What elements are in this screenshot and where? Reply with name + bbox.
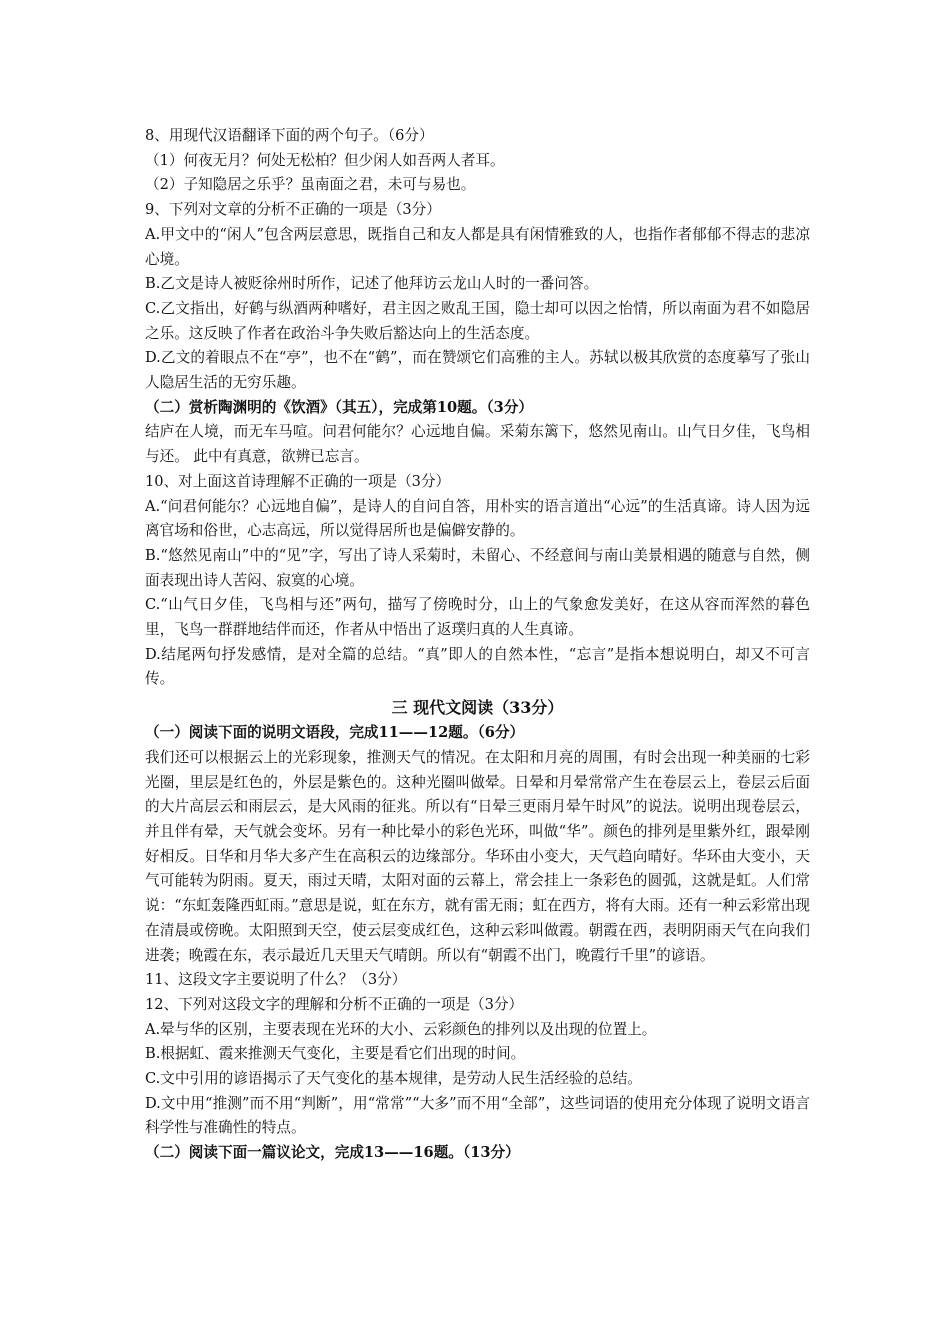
q9-option-d: D.乙文的着眼点不在“亭”，也不在“鹤”，而在赞颂它们高雅的主人。苏轼以极其欣赏的态度摹写了张山人隐居生活的无穷乐趣。 <box>145 349 810 392</box>
part-3-title: 三 现代文阅读（33分） <box>391 698 564 718</box>
q12-option-c: C.文中引用的谚语揭示了天气变化的基本规律，是劳动人民生活经验的总结。 <box>145 1070 642 1088</box>
q8-stem: 8、用现代汉语翻译下面的两个句子。（6分） <box>145 127 434 144</box>
poem-text: 结庐在人境，而无车马喧。问君何能尔？心远地自偏。采菊东篱下，悠然见南山。山气日夕佳，飞鸟相与还。 此中有真意，欲辨已忘言。 <box>145 423 810 466</box>
part-3-section-2-heading: （二）阅读下面一篇议论文，完成13——16题。（13分） <box>145 1144 520 1162</box>
q9-option-b: B.乙文是诗人被贬徐州时所作，记述了他拜访云龙山人时的一番问答。 <box>145 275 599 293</box>
q10-option-c: C.“山气日夕佳，飞鸟相与还”两句，描写了傍晚时分，山上的气象愈发美好，在这从容而浑然的暮色里，飞鸟一群群地结伴而还，作者从中悟出了返璞归真的人生真谛。 <box>145 596 810 639</box>
exam-page <box>145 124 810 1166</box>
expository-passage: 我们还可以根据云上的光彩现象，推测天气的情况。在太阳和月亮的周围，有时会出现一种美丽的七彩光圈，里层是红色的，外层是紫色的。这种光圈叫做晕。日晕和月晕常常产生在卷层云上，卷层云后面的大片高层云和雨层云，是大风雨的征兆。所以有“日晕三更雨月晕午时风”的说法。说明出现卷层云，并且伴有晕，天气就会变坏。另有一种比晕小的彩色光环，叫做“华”。颜色的排列是里紫外红，跟晕刚好相反。日华和月华大多产生在高积云的边缘部分。华环由小变大，天气趋向晴好。华环由大变小，天气可能转为阴雨。夏天，雨过天晴，太阳对面的云幕上，常会挂上一条彩色的圆弧，这就是虹。人们常说：“东虹轰隆西虹雨。”意思是说，虹在东方，就有雷无雨；虹在西方，将有大雨。还有一种云彩常出现在清晨或傍晚。太阳照到天空，使云层变成红色，这种云彩叫做霞。朝霞在西，表明阴雨天气在向我们进袭；晚霞在东，表示最近几天里天气晴朗。所以有“朝霞不出门，晚霞行千里”的谚语。 <box>145 748 810 964</box>
q8-sentence-1: （1）何夜无月？何处无松柏？但少闲人如吾两人者耳。 <box>145 151 505 169</box>
q12-option-d: D.文中用“推测”而不用“判断”，用“常常”“大多”而不用“全部”，这些词语的使用充分体现了说明文语言科学性与准确性的特点。 <box>145 1094 810 1137</box>
q9-option-c: C.乙文指出，好鹤与纵酒两种嗜好，君主因之败乱王国，隐士却可以因之怡情，所以南面为君不如隐居之乐。这反映了作者在政治斗争失败后豁达向上的生活态度。 <box>145 299 810 342</box>
q11-stem: 11、这段文字主要说明了什么？（3分） <box>145 971 407 989</box>
q10-option-b: B.“悠然见南山”中的“见”字，写出了诗人采菊时，未留心、不经意间与南山美景相遇的随意与自然，侧面表现出诗人苦闷、寂寞的心境。 <box>145 546 810 589</box>
q9-option-a: A.甲文中的“闲人”包含两层意思，既指自己和友人都是具有闲情雅致的人，也指作者郁郁不得志的悲凉心境。 <box>145 225 810 268</box>
q10-option-d: D.结尾两句抒发感情，是对全篇的总结。“真”即人的自然本性，“忘言”是指本想说明白，却又不可言传。 <box>145 645 810 688</box>
q10-stem: 10、对上面这首诗理解不正确的一项是（3分） <box>145 472 451 490</box>
q10-option-a: A.“问君何能尔？心远地自偏”，是诗人的自问自答，用朴实的语言道出“心远”的生活真谛。诗人因为远离官场和俗世，心志高远，所以觉得居所也是偏僻安静的。 <box>145 497 810 540</box>
section-2-heading: （二）赏析陶渊明的《饮酒》（其五），完成第10题。（3分） <box>145 398 534 416</box>
q12-stem: 12、下列对这段文字的理解和分析不正确的一项是（3分） <box>145 995 524 1013</box>
q9-stem: 9、下列对文章的分析不正确的一项是（3分） <box>145 201 441 219</box>
q12-option-b: B.根据虹、霞来推测天气变化，主要是看它们出现的时间。 <box>145 1045 526 1063</box>
part-3-section-1-heading: （一）阅读下面的说明文语段，完成11——12题。（6分） <box>145 724 525 742</box>
q8-sentence-2: （2）子知隐居之乐乎？虽南面之君，未可与易也。 <box>145 176 476 194</box>
q12-option-a: A.晕与华的区别，主要表现在光环的大小、云彩颜色的排列以及出现的位置上。 <box>145 1020 657 1038</box>
